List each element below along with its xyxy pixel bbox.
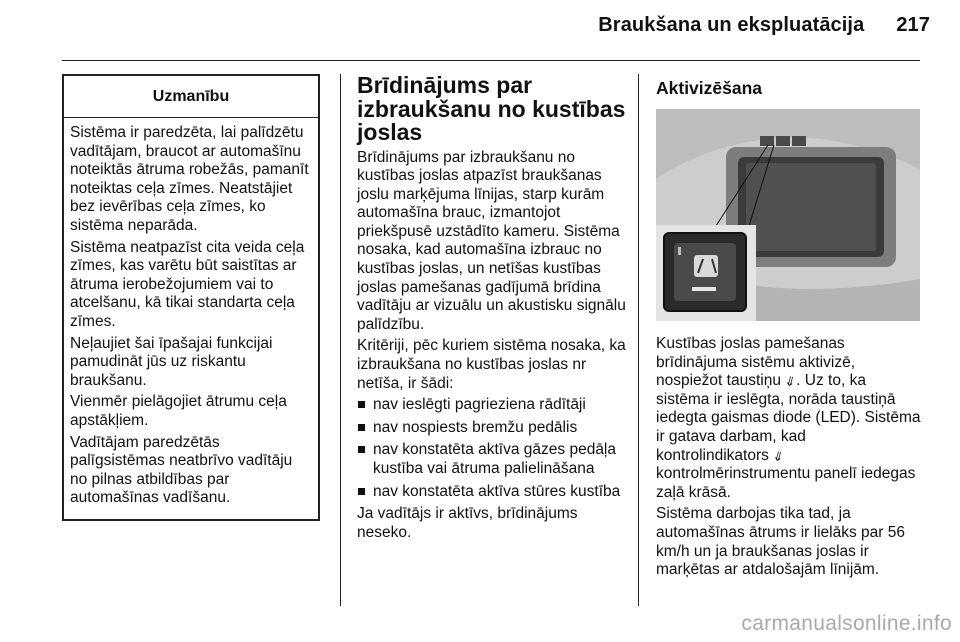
criteria-item: nav nospiests bremžu pedālis [357, 419, 627, 438]
caution-paragraph: Sistēma neatpazīst cita veida ceļa zīmes, kas varētu būt saistītas ar ātruma ierobežojumiem vai to atcelšanu, kā tikai standarta ceļa zīmes. [70, 238, 305, 330]
watermark: carmanualsonline.info [741, 612, 952, 635]
caution-box [62, 74, 320, 521]
criteria-list [357, 396, 627, 501]
activation-paragraph: Sistēma darbojas tika tad, ja automašīnas ātrums ir lielāks par 56 km/h un ja braukšanas joslas ir marķētas ar atdalošajām līnijām. [656, 505, 905, 579]
activation-paragraph: Kustības joslas pamešanas brīdinājuma sistēmu aktivizē, nospiežot taustiņu ⇙. Uz to, ka sistēma ir ieslēgta, norāda taustiņā iedegta gaismas diode (LED). Sistēma ir gatava darbam, kad kontrolindikators ⇙ kontrolmērinstrumentu panelī iedegas zaļā krāsā. [656, 335, 921, 501]
section-paragraph: Brīdinājums par izbraukšanu no kustības joslas atpazīst braukšanas joslu marķējuma līnijas, starp kurām automašīna brauc, izmantojot priekšpusē uzstādīto kameru. Sistēma nosaka, kad automašīna izbrauc no kustības joslas, un netīšas kustības joslas pamešanas gadījumā brīdina vadītāju ar vizuālu un akustisku signālu palīdzību. [357, 148, 626, 333]
activation-section [656, 74, 922, 583]
section-closing: Ja vadītājs ir aktīvs, brīdinājums neseko. [357, 505, 578, 541]
dashboard-drawing [656, 109, 920, 321]
section-heading: Brīdinājums par izbraukšanu no kustības joslas [357, 72, 626, 145]
page-number: 217 [896, 14, 930, 36]
page-header [598, 14, 930, 37]
dashboard-illustration [656, 109, 920, 321]
column-divider [638, 74, 639, 606]
activation-heading: Aktivizēšana [656, 78, 763, 98]
caution-paragraph: Sistēma ir paredzēta, lai palīdzētu vadītājam, braucot ar automašīnu noteiktās ātruma robežās, pamanīt noteiktas ceļa zīmes. Neatstājiet bez ievērības ceļa zīmes, ko sistēma neparāda. [70, 124, 309, 234]
lane-departure-indicator-icon: ⇙ [769, 445, 787, 465]
header-rule [62, 60, 920, 61]
caution-title: Uzmanību [64, 76, 318, 118]
section-paragraph: Kritēriji, pēc kuriem sistēma nosaka, ka izbraukšana no kustības joslas nr netīša, ir šādi: [357, 337, 626, 392]
caution-paragraph: Vienmēr pielāgojiet ātrumu ceļa apstākļiem. [70, 393, 287, 429]
lane-departure-icon: ⇙ [781, 371, 799, 391]
caution-paragraph: Neļaujiet šai īpašajai funkcijai pamudināt jūs uz riskantu braukšanu. [70, 334, 273, 389]
criteria-item: nav konstatēta aktīva gāzes pedāļa kustība vai ātruma palielināšana [357, 441, 627, 478]
caution-paragraph: Vadītājam paredzētās palīgsistēmas neatbrīvo vadītāju no pilnas atbildības par automašīnas vadīšanu. [70, 433, 293, 507]
chapter-title: Braukšana un ekspluatācija [598, 14, 865, 36]
criteria-item: nav konstatēta aktīva stūres kustība [357, 483, 627, 502]
column-divider [340, 74, 341, 606]
lane-departure-section [357, 74, 627, 545]
criteria-item: nav ieslēgti pagrieziena rādītāji [357, 396, 627, 415]
